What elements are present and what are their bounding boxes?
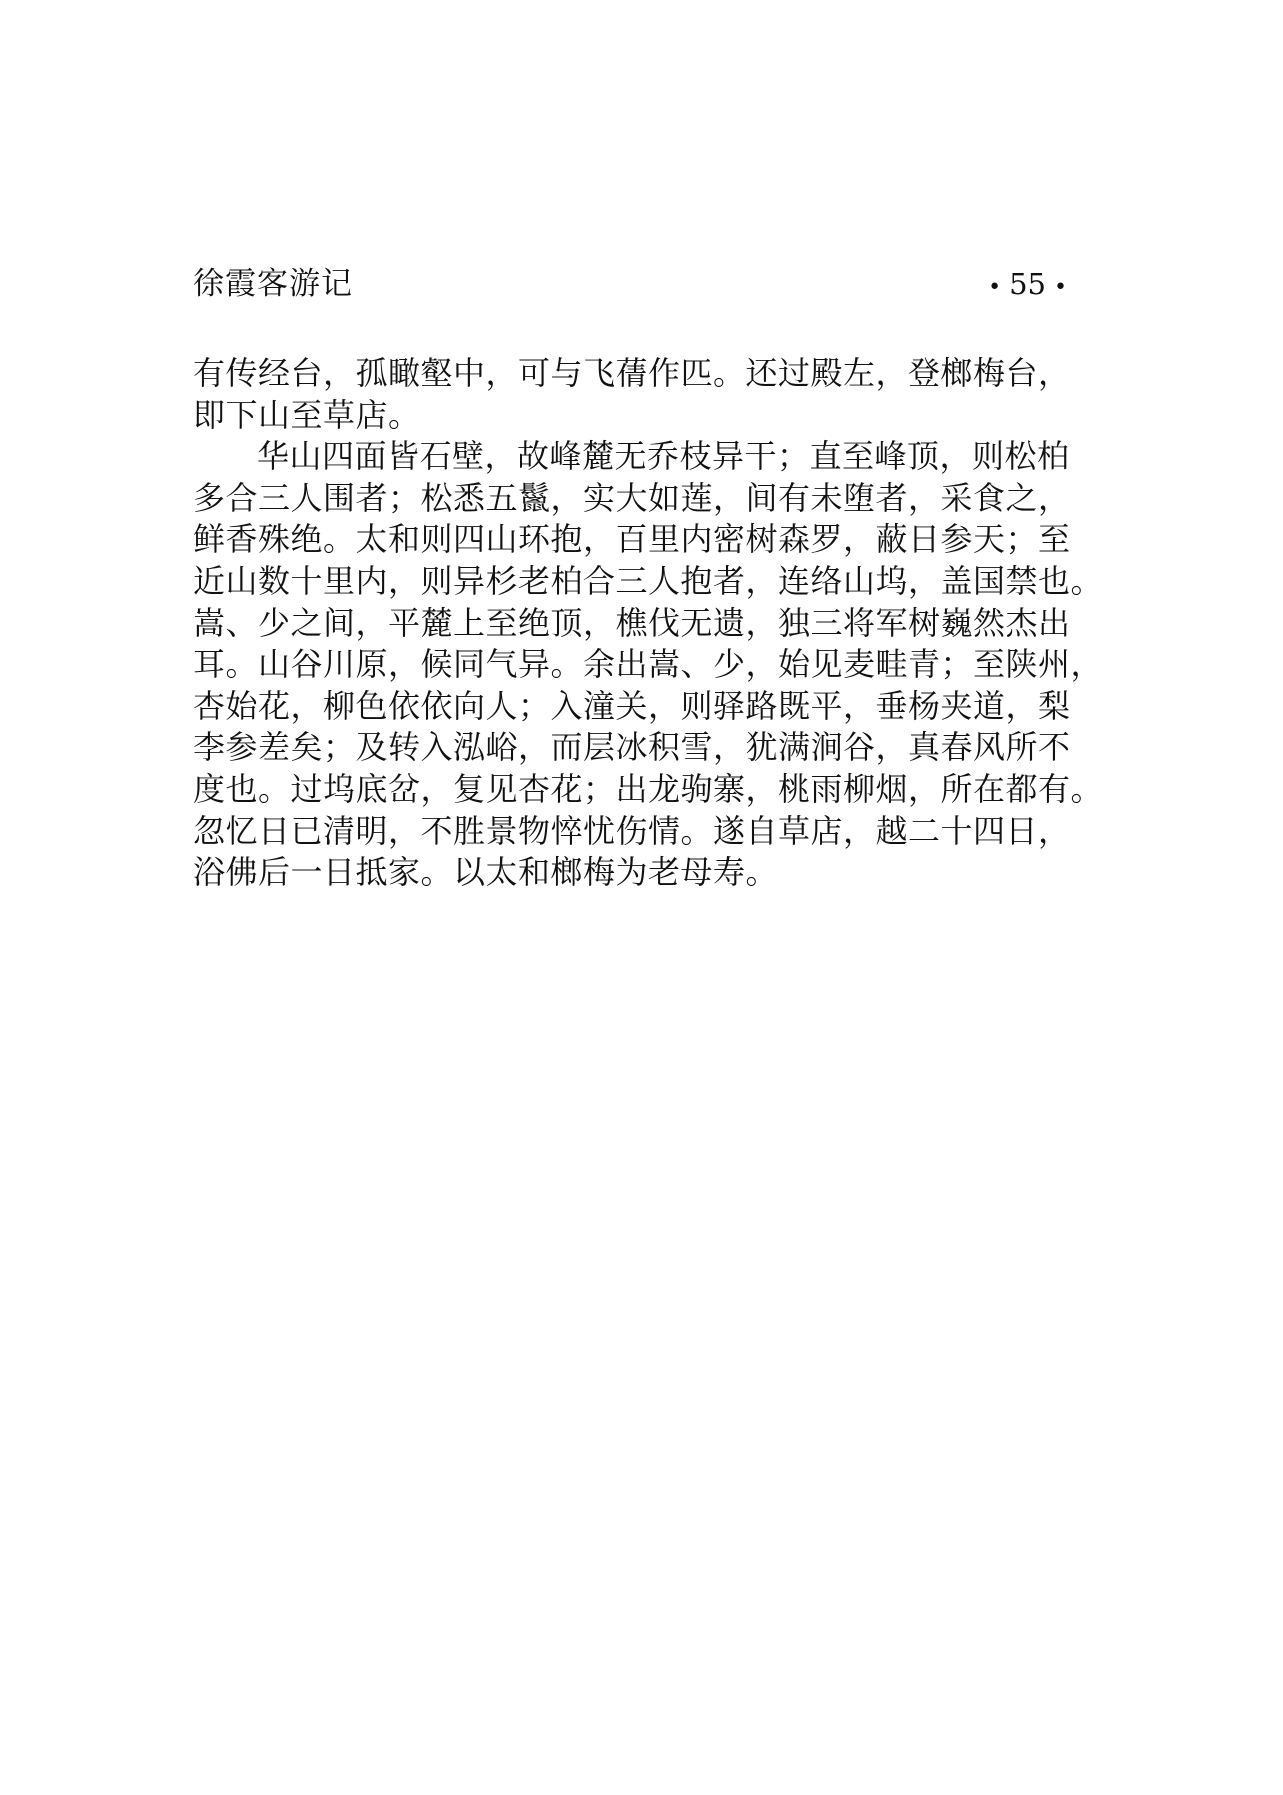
page-number xyxy=(980,262,1075,310)
page-header xyxy=(193,262,1075,306)
text-line: 多合三人围者；松悉五鬣，实大如莲，间有未堕者，采食之， xyxy=(193,478,1071,517)
page-number-value: 55 xyxy=(1009,267,1047,301)
text-line: 耳。山谷川原，候同气异。余出嵩、少，始见麦畦青；至陕州， xyxy=(193,645,1104,684)
text-line: 即下山至草店。 xyxy=(193,395,421,434)
text-line: 杏始花，柳色依依向人；入潼关，则驿路既平，垂杨夹道，梨 xyxy=(193,686,1071,725)
paragraph-first-line: 华山四面皆石壁，故峰麓无乔枝异干；直至峰顶，则松柏 xyxy=(257,437,1070,476)
page-number-left-dot: • xyxy=(988,275,1002,300)
text-line: 忽忆日已清明，不胜景物悴忧伤情。遂自草店，越二十四日， xyxy=(193,811,1071,850)
text-line: 有传经台，孤瞰壑中，可与飞蒨作匹。还过殿左，登榔梅台， xyxy=(193,354,1071,392)
text-line: 鲜香殊绝。太和则四山环抱，百里内密树森罗，蔽日参天；至 xyxy=(193,520,1071,559)
text-line: 嵩、少之间，平麓上至绝顶，樵伐无遗，独三将军树巍然杰出 xyxy=(193,603,1071,642)
body-text xyxy=(193,353,1104,894)
text-line: 浴佛后一日抵家。以太和榔梅为老母寿。 xyxy=(193,853,779,892)
text-line: 度也。过坞底岔，复见杏花；出龙驹寨，桃雨柳烟，所在都有。 xyxy=(193,769,1104,808)
page-number-right-dot: • xyxy=(1054,275,1067,300)
running-title: 徐霞客游记 xyxy=(193,266,353,302)
text-line: 近山数十里内，则异杉老柏合三人抱者，连络山坞，盖国禁也。 xyxy=(193,561,1104,600)
text-line: 李参差矣；及转入泓峪，而层冰积雪，犹满涧谷，真春风所不 xyxy=(193,728,1071,767)
